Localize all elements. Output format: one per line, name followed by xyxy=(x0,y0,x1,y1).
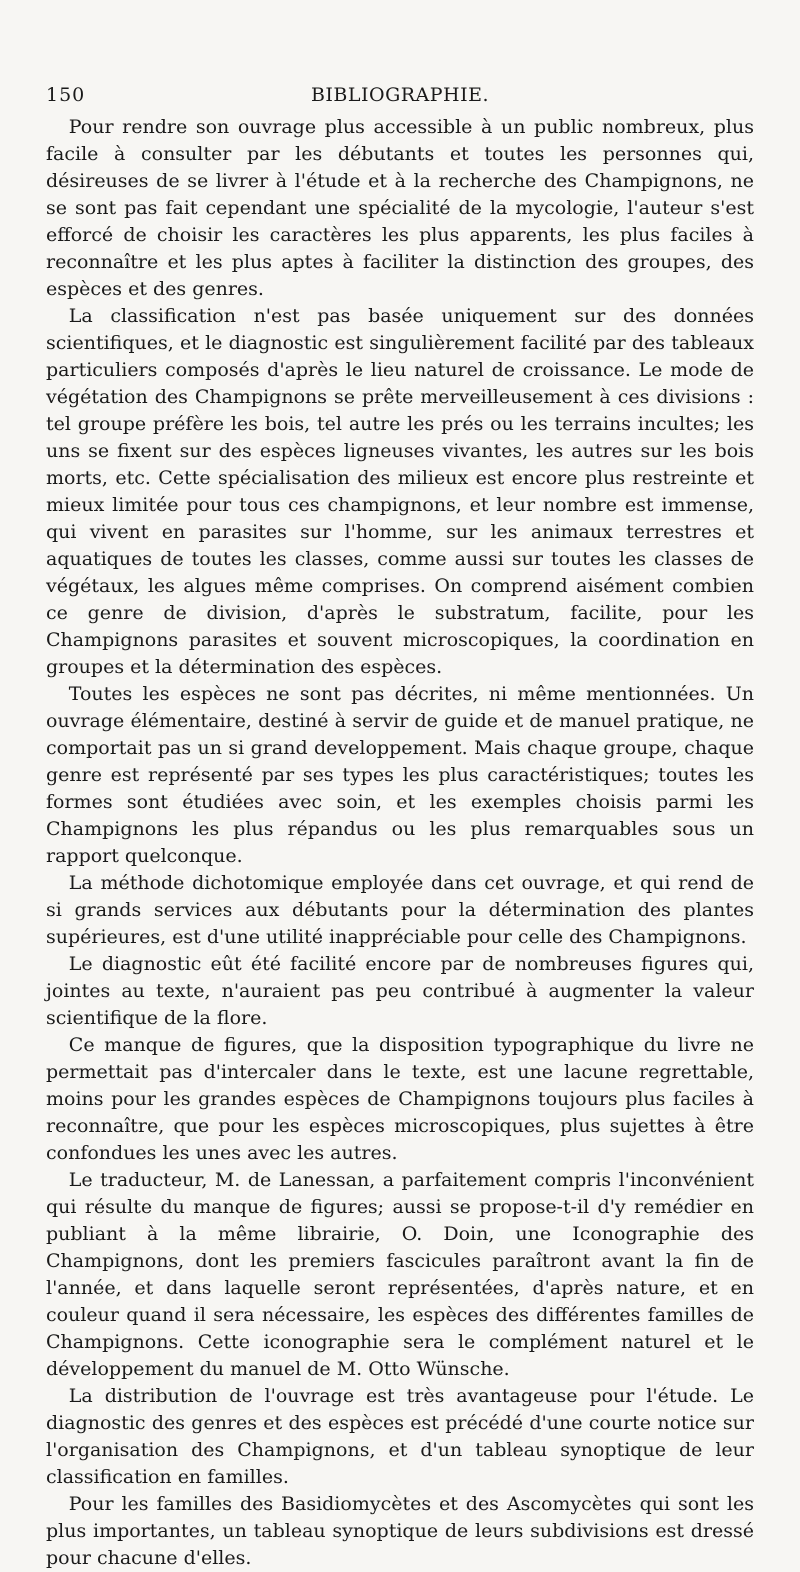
paragraph-2: La classification n'est pas basée uniquement sur des données scientifiques, et le diagnostic est singulièrement facilité par des tableaux particuliers composés d'après le lieu naturel de croissance. Le mode de végétation des Champignons se prête merveilleusement à ces divisions : tel groupe préfère les bois, tel autre les prés ou les terrains incultes; les uns se fixent sur des espèces ligneuses vivantes, les autres sur les bois morts, etc. Cette spécialisation des milieux est encore plus restreinte et mieux limitée pour tous ces champignons, et leur nombre est immense, qui vivent en parasites sur l'homme, sur les animaux terrestres et aquatiques de toutes les classes, comme aussi sur toutes les classes de végétaux, les algues même comprises. On comprend aisément combien ce genre de division, d'après le substratum, facilite, pour les Champignons parasites et souvent microscopiques, la coordination en groupes et la détermination des espèces. xyxy=(46,305,754,678)
paragraph-8: La distribution de l'ouvrage est très avantageuse pour l'étude. Le diagnostic des genres et des espèces est précédé d'une courte notice sur l'organisation des Champignons, et d'un tableau synoptique de leur classification en familles. xyxy=(46,1385,754,1488)
page-body xyxy=(46,114,754,1572)
book-page xyxy=(46,80,754,1572)
paragraph-9: Pour les familles des Basidiomycètes et des Ascomycètes qui sont les plus importantes, un tableau synoptique de leurs subdivisions est dressé pour chacune d'elles. xyxy=(46,1493,754,1569)
paragraph-7: Le traducteur, M. de Lanessan, a parfaitement compris l'inconvénient qui résulte du manque de figures; aussi se propose-t-il d'y remédier en publiant à la même librairie, O. Doin, une Iconographie des Champignons, dont les premiers fascicules paraîtront avant la fin de l'année, et dans laquelle seront représentées, d'après nature, et en couleur quand il sera nécessaire, les espèces des différentes familles de Champignons. Cette iconographie sera le complément naturel et le développement du manuel de M. Otto Wünsche. xyxy=(46,1169,754,1380)
paragraph-1: Pour rendre son ouvrage plus accessible à un public nombreux, plus facile à consulter par les débutants et toutes les personnes qui, désireuses de se livrer à l'étude et à la recherche des Champignons, ne se sont pas fait cependant une spécialité de la mycologie, l'auteur s'est efforcé de choisir les caractères les plus apparents, les plus faciles à reconnaître et les plus aptes à faciliter la distinction des groupes, des espèces et des genres. xyxy=(46,116,754,300)
running-title: BIBLIOGRAPHIE. xyxy=(310,84,490,106)
paragraph-4: La méthode dichotomique employée dans cet ouvrage, et qui rend de si grands services aux débutants pour la détermination des plantes supérieures, est d'une utilité inappréciable pour celle des Champignons. xyxy=(46,872,754,948)
paragraph-6: Ce manque de figures, que la disposition typographique du livre ne permettait pas d'intercaler dans le texte, est une lacune regrettable, moins pour les grandes espèces de Champignons toujours plus faciles à reconnaître, que pour les espèces microscopiques, plus sujettes à être confondues les unes avec les autres. xyxy=(46,1034,754,1164)
page-header xyxy=(46,80,754,110)
paragraph-3: Toutes les espèces ne sont pas décrites, ni même mentionnées. Un ouvrage élémentaire, destiné à servir de guide et de manuel pratique, ne comportait pas un si grand developpement. Mais chaque groupe, chaque genre est représenté par ses types les plus caractéristiques; toutes les formes sont étudiées avec soin, et les exemples choisis parmi les Champignons les plus répandus ou les plus remarquables sous un rapport quelconque. xyxy=(46,683,754,867)
page-number: 150 xyxy=(46,84,86,106)
paragraph-5: Le diagnostic eût été facilité encore par de nombreuses figures qui, jointes au texte, n'auraient pas peu contribué à augmenter la valeur scientifique de la flore. xyxy=(46,953,754,1029)
